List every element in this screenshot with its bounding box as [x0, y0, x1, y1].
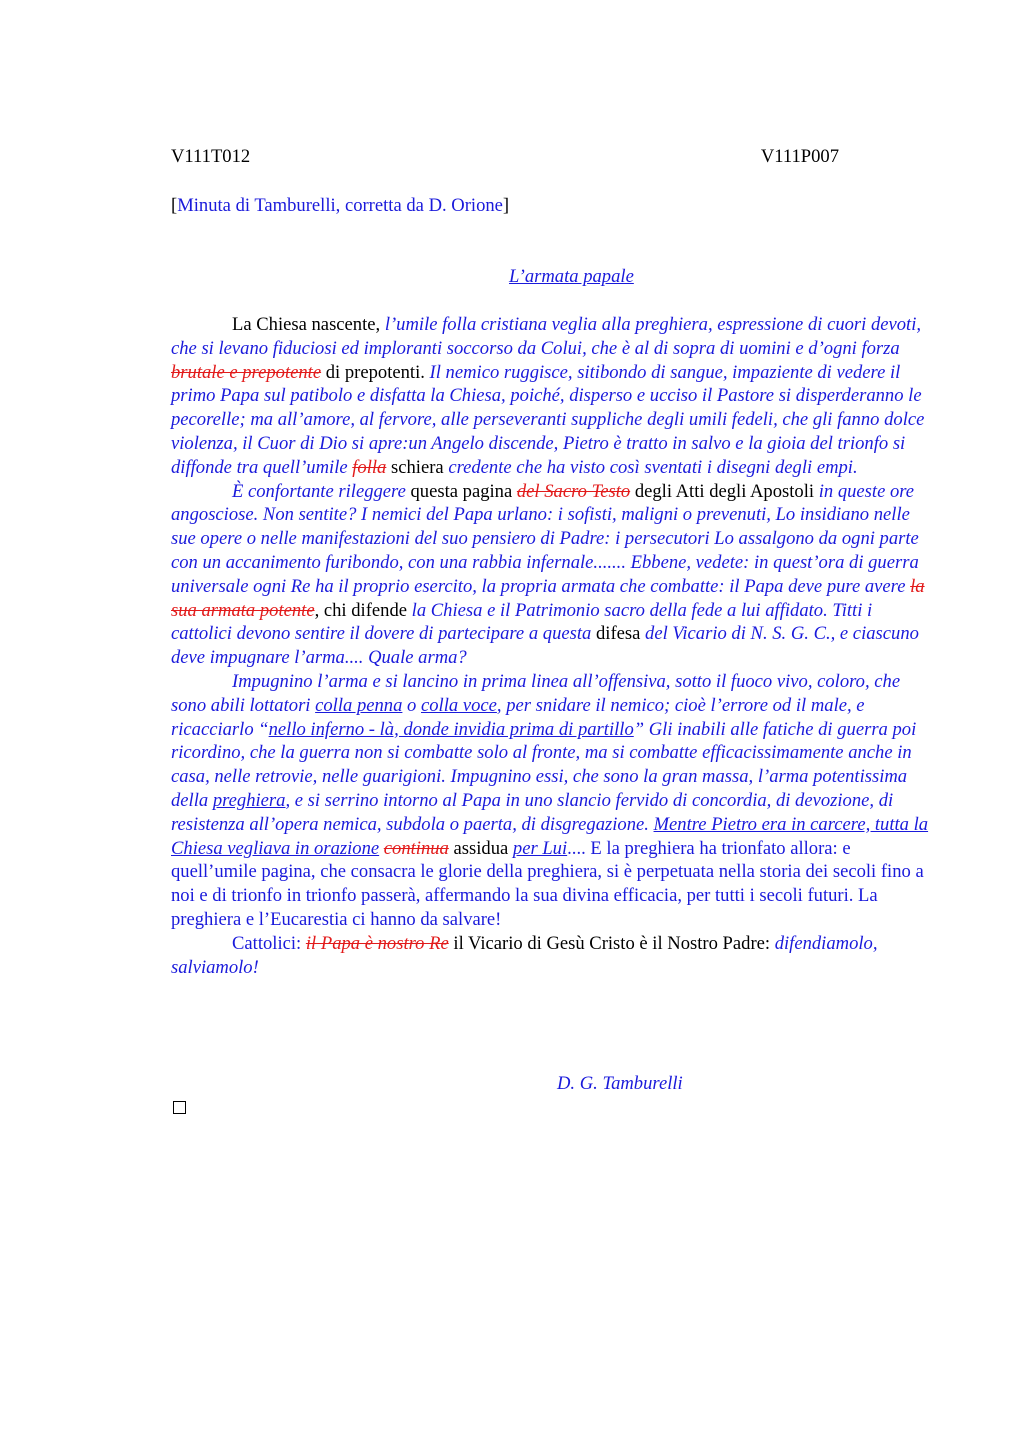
document-body [171, 313, 931, 979]
p3-text-2: o [402, 694, 421, 716]
p1-text-black-2: di prepotenti. [321, 361, 430, 383]
minuta-text: Minuta di Tamburelli, corretta da D. Orione [177, 195, 503, 216]
p2-text-blue: È confortante rileggere [232, 480, 406, 502]
p3-text-black: assidua [448, 837, 509, 859]
p1-deleted-text: brutale e prepotente [171, 361, 322, 383]
p4-text-blue-2: difendiamolo, salviamolo! [171, 932, 878, 978]
p2-deleted-text-2: la sua armata potente [171, 575, 925, 621]
paragraph-1 [171, 313, 931, 480]
checkbox-square [173, 1101, 186, 1114]
p2-text-black-4: difesa [591, 623, 646, 645]
paragraph-4 [171, 932, 931, 980]
minuta-note [171, 195, 509, 217]
document-codes [171, 146, 839, 170]
p2-text-black-2: degli Atti degli Apostoli [630, 480, 819, 502]
code-right: V111P007 [760, 146, 839, 167]
p1-text-blue-2: Il nemico ruggisce, sitibondo di sangue, impaziente di vedere il primo Papa sul patibolo e disfatta la Chiesa, poiché, disperso e ucciso il Pastore si disperderanno le pecorelle; ma all’amore, al fervore, alle perseveranti suppliche degli umili fedeli, che gli fanno dolce violenza, il Cuor di Dio si apre:un Angelo discende, Pietro è tratto in salvo e la gioia del trionfo si diffonde tra quell’umile [171, 361, 925, 478]
paragraph-3 [171, 670, 931, 932]
p2-deleted-text: del Sacro Testo [516, 480, 631, 502]
p4-deleted-text: il Papa è nostro Re [305, 932, 449, 954]
code-left: V111T012 [171, 146, 251, 167]
p3-deleted-text: continua [383, 837, 449, 859]
p4-text-black: il Vicario di Gesù Cristo è il Nostro Padre: [448, 932, 775, 954]
minuta-open-bracket: [ [171, 195, 178, 216]
p1-text-black: La Chiesa nascente, [232, 314, 385, 335]
minuta-close-bracket: ] [502, 195, 510, 216]
p2-text-blue-2: in queste ore angosciose. Non sentite? I nemici del Papa urlano: i sofisti, maligni o prevenuti, Lo insidiano nelle sue opere o nelle manifestazioni del suo pensiero di Padre: i persecutori Lo assalgono da ogni parte con un accanimento furibondo, con una rabbia infernale....... Ebbene, vedete: in quest’ora di guerra universale ogni Re ha il proprio esercito, la propria armata che combatte: il Papa deve pure avere [171, 480, 919, 597]
paragraph-2 [171, 480, 931, 670]
p3-text-3: , per snidare il nemico; cioè l’errore od il male, e ricacciarlo “ [171, 694, 865, 740]
p2-text-black-3: , chi difende [314, 599, 412, 621]
p3-text-6: .... E la preghiera ha trionfato allora: e quell’umile pagina, che consacra le glorie della preghiera, si è perpetuata nella storia dei secoli fino a noi e di trionfo in trionfo passerà, affermando la sua divina efficacia, per tutti i secoli futuri. La preghiera e l’Eucarestia ci hanno da salvare! [171, 837, 924, 930]
p2-text-blue-3: la Chiesa e il Patrimonio sacro della fede a lui affidato. Titti i cattolici devono sentire il dovere di partecipare a questa [171, 599, 873, 645]
p3-underlined-lui: per Lui [512, 837, 568, 859]
p2-text-blue-4: del Vicario di N. S. G. C., e ciascuno deve impugnare l’arma.... Quale arma? [171, 623, 919, 669]
p3-underlined-penna: colla penna [315, 694, 403, 716]
signature: D. G. Tamburelli [557, 1073, 683, 1094]
p3-text-5: , e si serrino intorno al Papa in uno slancio fervido di concordia, di devozione, di resistenza all’opera nemica, subdola o paerta, di disgregazione. [171, 789, 894, 835]
p4-text-blue: Cattolici: [232, 932, 306, 954]
p1-deleted-text-2: folla [352, 456, 387, 478]
p1-text-blue-3: credente che ha visto così sventati i disegni degli empi. [448, 456, 858, 478]
p3-underlined-voce: colla voce [421, 694, 497, 716]
p3-text: Impugnino l’arma e si lancino in prima linea all’offensiva, sotto il fuoco vivo, coloro, che sono abili lottatori [171, 670, 901, 716]
p3-text-4: ” Gli inabili alle fatiche di guerra poi ricordino, che la guerra non si combatte solo al fronte, ma si combatte efficacissimamente anche in casa, nelle retrovie, nelle guarigioni. Impugnino essi, che sono la gran massa, l’arma potentissima della [171, 718, 917, 811]
p1-text-black-3: schiera [386, 456, 449, 478]
p1-text-blue: l’umile folla cristiana veglia alla preghiera, espressione di cuori devoti, che si levano fiduciosi ed imploranti soccorso da Colui, che è al di sopra di uomini e d’ogni forza [171, 314, 922, 359]
p3-underlined-preghiera: preghiera [212, 789, 286, 811]
p2-text-black: questa pagina [405, 480, 517, 502]
p3-underlined-carcere: Mentre Pietro era in carcere, tutta la Chiesa vegliava in orazione [171, 813, 929, 859]
document-title: L’armata papale [509, 266, 634, 287]
p3-underlined-quote: nello inferno - là, donde invidia prima di partillo [268, 718, 634, 740]
